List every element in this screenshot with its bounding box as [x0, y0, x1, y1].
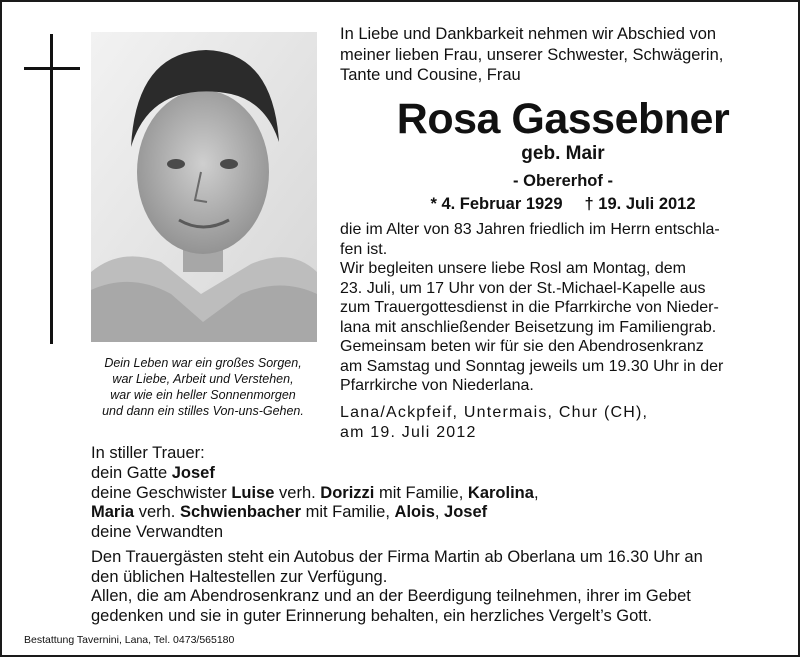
mourners-list: [91, 444, 791, 543]
life-dates: [340, 194, 786, 214]
place-line: Lana/Ackpfeif, Untermais, Chur (CH),: [340, 404, 649, 421]
body-line: am Samstag und Sonntag jeweils um 19.30 Uhr in der: [340, 357, 724, 375]
notice-line: Den Trauergästen steht ein Autobus der Firma Martin ab Oberlana um 16.30 Uhr an: [91, 548, 703, 566]
closing-notice: [91, 548, 791, 626]
mourner-name: Josef: [444, 503, 488, 522]
body-line: lana mit anschließender Beisetzung im Familiengrab.: [340, 318, 717, 336]
farm-name: - Obererhof -: [513, 172, 613, 190]
mourner-name: Alois: [394, 503, 435, 522]
body-line: Pfarrkirche von Niederlana.: [340, 377, 534, 394]
mourner-text: mit Familie,: [374, 483, 468, 502]
mourner-text: verh.: [134, 503, 180, 522]
deceased-name: Rosa Gassebner: [396, 95, 730, 143]
death-date: † 19. Juli 2012: [584, 195, 696, 213]
intro-line: meiner lieben Frau, unserer Schwester, Schwägerin,: [340, 45, 724, 64]
mourner-name: Luise: [231, 483, 275, 502]
mourner-name: Josef: [171, 463, 215, 482]
announcement-text: [340, 220, 786, 396]
mourner-line: [91, 464, 791, 484]
notice-line: Allen, die am Abendrosenkranz und an der Beerdigung teilnehmen, ihrer im Gebet: [91, 587, 691, 605]
body-line: die im Alter von 83 Jahren friedlich im Herrn entschla-: [340, 221, 720, 238]
body-line: zum Trauergottesdienst in die Pfarrkirche von Nieder-: [340, 299, 719, 316]
date-line: am 19. Juli 2012: [340, 424, 477, 441]
portrait-photo: [91, 32, 317, 342]
body-line: Gemeinsam beten wir für sie den Abendrosenkranz: [340, 338, 704, 355]
mourner-text: ,: [434, 503, 445, 522]
mourner-text: dein Gatte: [91, 463, 172, 482]
mourner-text: mit Familie,: [301, 503, 395, 522]
cross-icon-bar: [24, 67, 80, 70]
intro-line: In Liebe und Dankbarkeit nehmen wir Abschied von: [340, 25, 717, 43]
cross-icon: [50, 34, 53, 344]
place-and-date: [340, 403, 786, 443]
mourner-name: Dorizzi: [320, 483, 375, 502]
memorial-verse: [72, 355, 334, 419]
verse-line: war Liebe, Arbeit und Verstehen,: [112, 372, 294, 386]
intro-line: Tante und Cousine, Frau: [340, 66, 521, 84]
body-line: Wir begleiten unsere liebe Rosl am Montag, dem: [340, 260, 686, 277]
funeral-home-credit: Bestattung Tavernini, Lana, Tel. 0473/565180: [24, 634, 235, 646]
mourner-name: Schwienbacher: [179, 503, 302, 522]
birth-date: * 4. Februar 1929: [430, 195, 563, 213]
mourner-line: [91, 484, 791, 504]
verse-line: Dein Leben war ein großes Sorgen,: [104, 356, 302, 370]
body-line: fen ist.: [340, 240, 388, 258]
mourners-heading: In stiller Trauer:: [91, 444, 205, 462]
mourner-text: verh.: [274, 483, 321, 502]
mourner-name: Karolina: [467, 483, 534, 502]
notice-line: gedenken und sie in guter Erinnerung behalten, ein herzliches Vergelt’s Gott.: [91, 606, 653, 625]
maiden-name: geb. Mair: [521, 143, 605, 164]
intro-text: [340, 24, 786, 86]
mourner-text: ,: [533, 483, 539, 502]
verse-line: war wie ein heller Sonnenmorgen: [110, 388, 296, 402]
body-line: 23. Juli, um 17 Uhr von der St.-Michael-Kapelle aus: [340, 279, 706, 297]
mourner-text: deine Geschwister: [91, 483, 232, 502]
notice-line: den üblichen Haltestellen zur Verfügung.: [91, 567, 388, 586]
verse-line: und dann ein stilles Von-uns-Gehen.: [102, 404, 304, 418]
mourner-line: [91, 503, 791, 523]
mourner-line: deine Verwandten: [91, 523, 224, 542]
mourner-name: Maria: [91, 503, 135, 522]
